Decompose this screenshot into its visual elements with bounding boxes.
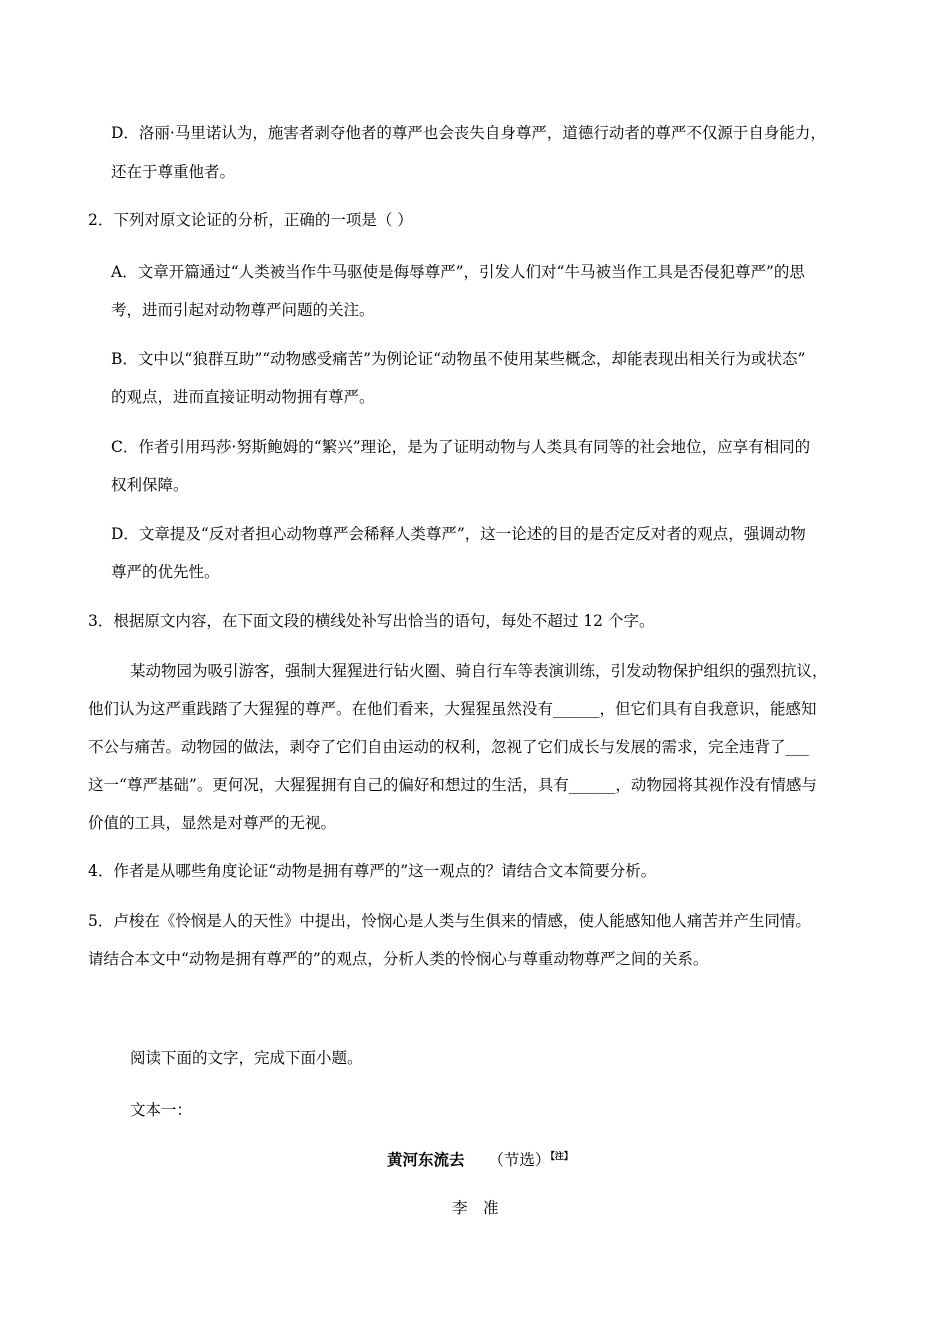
article-title: 黄河东流去 xyxy=(387,1150,465,1169)
q2-option-c-line2: 权利保障。 xyxy=(111,476,189,494)
article-author: 李 准 xyxy=(452,1199,499,1217)
q1-option-d-line1: D．洛丽·马里诺认为，施害者剥夺他者的尊严也会丧失自身尊严，道德行动者的尊严不仅源于自身能力， xyxy=(111,124,826,142)
q3-paragraph-line4: 这一“尊严基础”。更何况，大猩猩拥有自己的偏好和想过的生活，具有______，动物园将其视作没有情感与 xyxy=(88,776,817,794)
article-title-block xyxy=(387,1150,573,1170)
reading-instruction: 阅读下面的文字，完成下面小题。 xyxy=(130,1049,363,1067)
q3-paragraph-line2: 他们认为这严重践踏了大猩猩的尊严。在他们看来，大猩猩虽然没有______，但它们具有自我意识，能感知 xyxy=(88,700,817,718)
q3-paragraph-line3: 不公与痛苦。动物园的做法，剥夺了它们自由运动的权利，忽视了它们成长与发展的需求，完全违背了___ xyxy=(88,738,809,756)
note-marker: 【注】 xyxy=(550,1151,573,1162)
q4-stem: 4．作者是从哪些角度论证“动物是拥有尊严的”这一观点的？请结合文本简要分析。 xyxy=(88,862,657,880)
q3-stem: 3．根据原文内容，在下面文段的横线处补写出恰当的语句，每处不超过 12 个字。 xyxy=(88,612,655,630)
q2-option-c-line1: C．作者引用玛莎·努斯鲍姆的“繁兴”理论，是为了证明动物与人类具有同等的社会地位，应享有相同的 xyxy=(111,438,811,456)
q5-line2: 请结合本文中“动物是拥有尊严的”的观点，分析人类的怜悯心与尊重动物尊严之间的关系。 xyxy=(88,950,709,968)
text-one-label: 文本一： xyxy=(130,1101,193,1119)
q1-option-d-line2: 还在于尊重他者。 xyxy=(111,163,236,181)
q2-option-a-line1: A．文章开篇通过“人类被当作牛马驱使是侮辱尊严”，引发人们对“牛马被当作工具是否侵犯尊严”的思 xyxy=(111,263,805,281)
q3-paragraph-line1: 某动物园为吸引游客，强制大猩猩进行钻火圈、骑自行车等表演训练，引发动物保护组织的强烈抗议， xyxy=(130,662,828,680)
q5-line1: 5．卢梭在《怜悯是人的天性》中提出，怜悯心是人类与生俱来的情感，使人能感知他人痛苦并产生同情。 xyxy=(88,912,811,930)
q2-option-d-line2: 尊严的优先性。 xyxy=(111,563,220,581)
q2-option-b-line2: 的观点，进而直接证明动物拥有尊严。 xyxy=(111,388,375,406)
q2-option-b-line1: B．文中以“狼群互助”“动物感受痛苦”为例论证“动物虽不使用某些概念，却能表现出相关行为或状态” xyxy=(111,350,806,368)
q2-option-a-line2: 考，进而引起对动物尊严问题的关注。 xyxy=(111,301,375,319)
article-subtitle: （节选） xyxy=(488,1151,551,1169)
q3-paragraph-line5: 价值的工具，显然是对尊严的无视。 xyxy=(88,814,337,832)
q2-stem: 2．下列对原文论证的分析，正确的一项是（ ） xyxy=(88,211,413,229)
q2-option-d-line1: D．文章提及“反对者担心动物尊严会稀释人类尊严”，这一论述的目的是否定反对者的观点，强调动物 xyxy=(111,525,806,543)
